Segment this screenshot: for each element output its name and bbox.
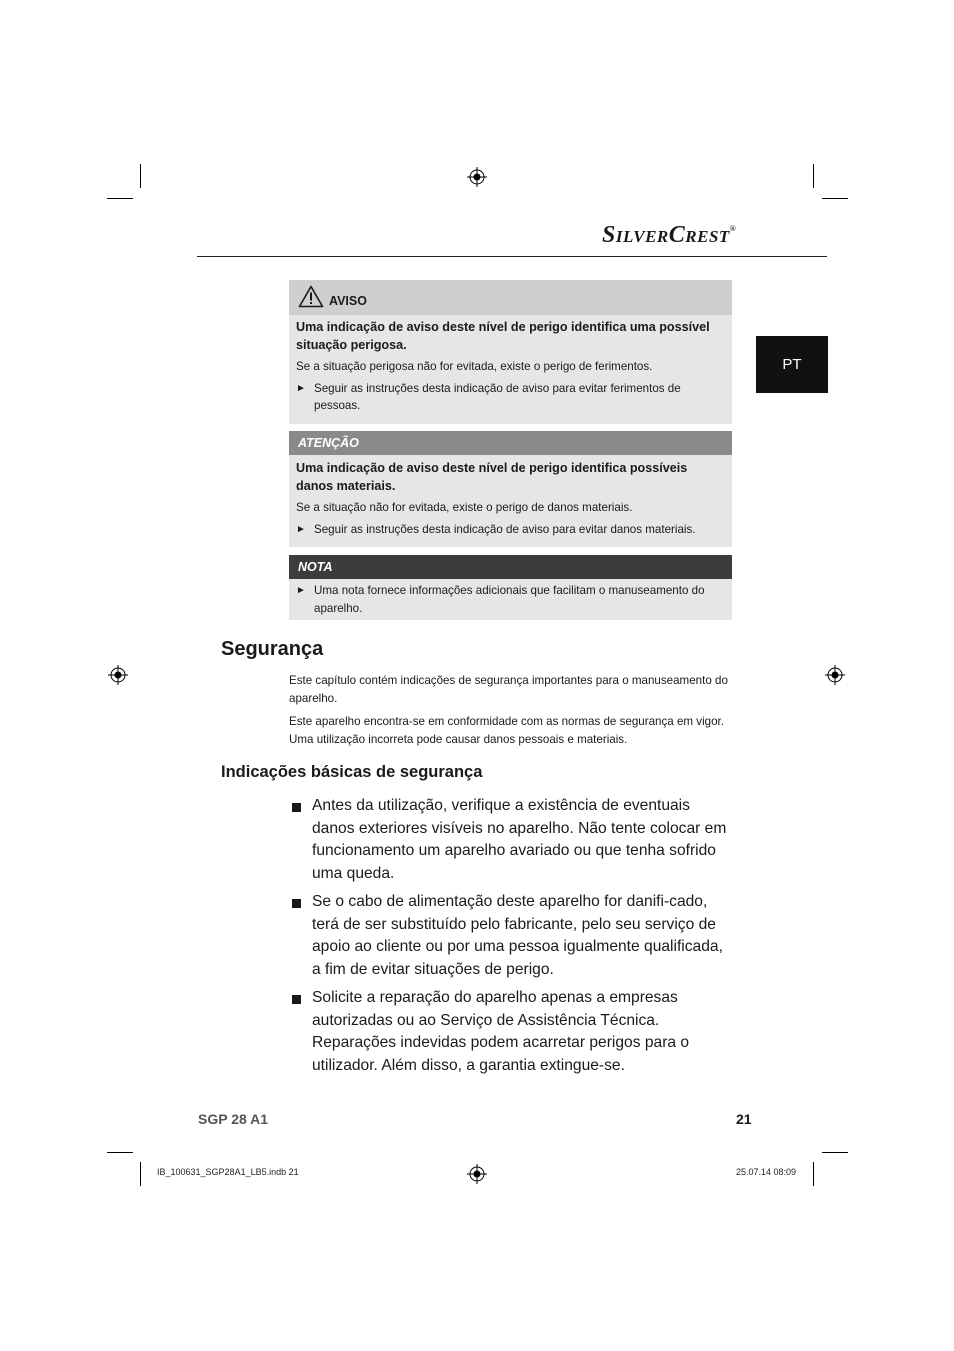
registration-mark-icon	[108, 665, 128, 685]
crop-mark	[140, 164, 141, 188]
note-instruction	[296, 582, 725, 617]
crop-mark	[822, 198, 848, 199]
caution-box	[289, 431, 732, 547]
header-rule	[197, 256, 827, 257]
caution-instruction	[296, 521, 725, 539]
arrow-icon: ►	[296, 585, 306, 596]
crop-mark	[813, 164, 814, 188]
note-box-header	[289, 555, 732, 579]
list-item	[289, 987, 734, 1077]
registration-mark-icon	[825, 665, 845, 685]
subsection-title: Indicações básicas de segurança	[221, 763, 483, 781]
square-bullet-icon	[292, 899, 301, 908]
print-slug-date: 25.07.14 08:09	[736, 1167, 797, 1177]
note-instruction-text: Uma nota fornece informações adicionais que facilitam o manuseamento do aparelho.	[314, 584, 705, 615]
square-bullet-icon	[292, 803, 301, 812]
caution-instruction-text: Seguir as instruções desta indicação de aviso para evitar danos materiais.	[314, 522, 696, 536]
crop-mark	[822, 1152, 848, 1153]
list-item	[289, 795, 734, 885]
warning-triangle-icon	[298, 285, 324, 308]
logo-text: ILVER	[615, 227, 669, 246]
caution-label: ATENÇÃO	[298, 436, 359, 450]
crop-mark	[107, 1152, 133, 1153]
crop-mark	[107, 198, 133, 199]
model-number: SGP 28 A1	[198, 1111, 269, 1127]
list-item-text: Antes da utilização, verifique a existência de eventuais danos exteriores visíveis no aparelho. Não tente colocar em funcionamento um aparelho avariado ou que tenha sofrido uma queda.	[312, 797, 727, 882]
warning-text: Se a situação perigosa não for evitada, existe o perigo de ferimentos.	[296, 360, 653, 373]
crop-mark	[140, 1162, 141, 1186]
note-label: NOTA	[298, 560, 333, 574]
registration-mark-icon	[467, 167, 487, 187]
crop-mark	[813, 1162, 814, 1186]
logo-letter: C	[668, 222, 686, 248]
caution-box-header	[289, 431, 732, 455]
language-tab-label: PT	[782, 356, 802, 373]
warning-instruction-text: Seguir as instruções desta indicação de aviso para evitar ferimentos de pessoas.	[314, 381, 681, 412]
page-number: 21	[736, 1111, 752, 1127]
logo-letter: S	[602, 222, 616, 248]
caution-text: Se a situação não for evitada, existe o perigo de danos materiais.	[296, 501, 633, 514]
section-paragraph: Este aparelho encontra-se em conformidade com as normas de segurança em vigor. Uma utilização incorreta pode causar danos pessoais e materiais.	[289, 715, 724, 746]
warning-instruction	[296, 380, 725, 415]
warning-box-header	[289, 280, 732, 315]
square-bullet-icon	[292, 995, 301, 1004]
brand-logo	[602, 222, 736, 249]
warning-label: AVISO	[329, 294, 367, 308]
logo-registered-mark: ®	[729, 224, 737, 233]
logo-text: REST	[685, 227, 730, 246]
list-item-text: Solicite a reparação do aparelho apenas a empresas autorizadas ou ao Serviço de Assistência Técnica. Reparações indevidas podem acarretar perigos para o utilizador. Além disso, a garantia extingue-se.	[312, 989, 690, 1074]
caution-strong-text: Uma indicação de aviso deste nível de perigo identifica possíveis danos materiais.	[296, 461, 688, 493]
arrow-icon: ►	[296, 382, 306, 394]
print-slug-file: IB_100631_SGP28A1_LB5.indb 21	[157, 1167, 299, 1177]
registration-mark-icon	[467, 1164, 487, 1184]
note-box	[289, 555, 732, 620]
warning-strong-text: Uma indicação de aviso deste nível de perigo identifica uma possível situação perigosa.	[296, 320, 710, 352]
safety-bullet-list	[289, 795, 734, 1083]
warning-box	[289, 280, 732, 424]
language-tab	[756, 336, 828, 393]
arrow-icon: ►	[296, 523, 306, 535]
list-item-text: Se o cabo de alimentação deste aparelho for danifi-cado, terá de ser substituído pelo fabricante, pelo seu serviço de apoio ao cliente ou por uma pessoa igualmente qualificada, a fim de evitar situações de perigo.	[312, 893, 723, 978]
section-paragraph: Este capítulo contém indicações de segurança importantes para o manuseamento do aparelho.	[289, 674, 728, 705]
section-title: Segurança	[221, 638, 324, 660]
list-item	[289, 891, 734, 981]
